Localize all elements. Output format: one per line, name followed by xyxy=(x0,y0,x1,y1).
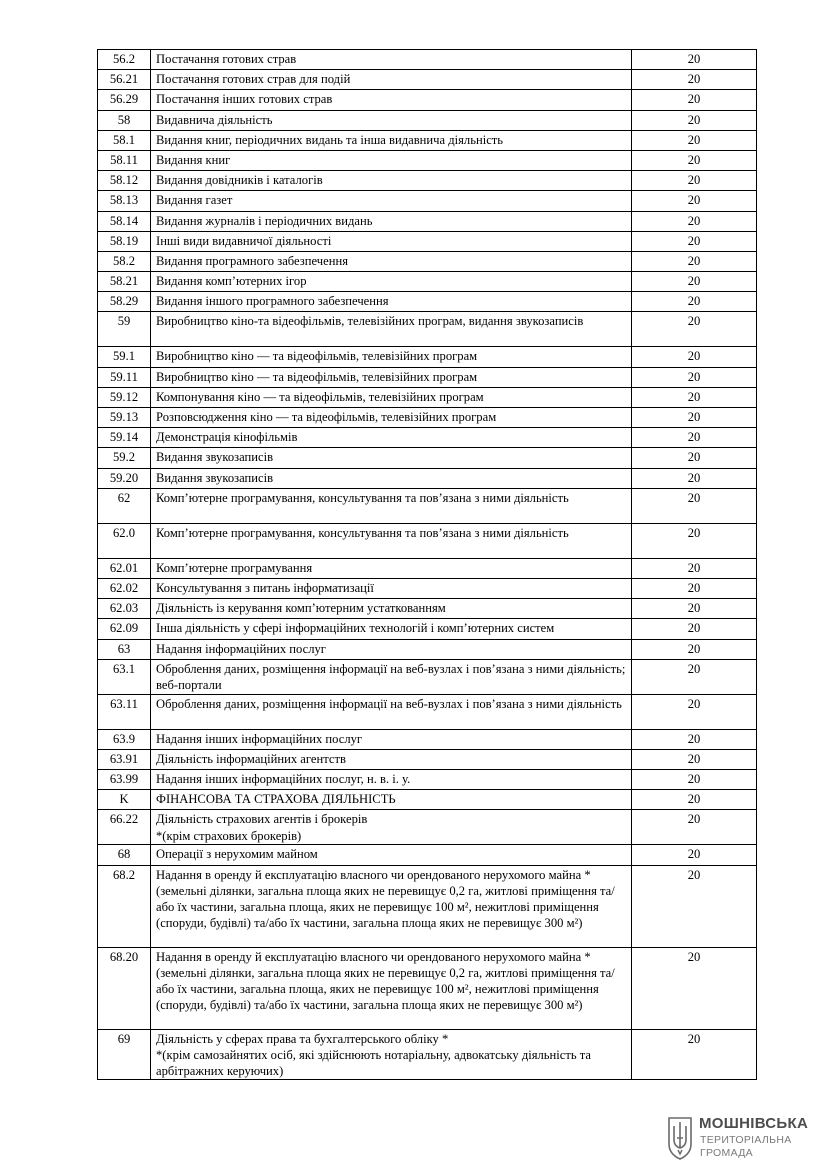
row-rate: 20 xyxy=(632,558,757,578)
table-row xyxy=(98,865,757,947)
row-code: 68.2 xyxy=(98,865,151,947)
table-row xyxy=(98,947,757,1029)
table-row xyxy=(98,619,757,639)
logo-subtitle: ТЕРИТОРІАЛЬНА xyxy=(700,1134,792,1146)
row-code: 63.99 xyxy=(98,770,151,790)
table-row xyxy=(98,749,757,769)
table-row xyxy=(98,639,757,659)
row-name: Компонування кіно — та відеофільмів, телевізійних програм xyxy=(151,387,632,407)
activity-rates-table xyxy=(97,49,757,1080)
row-rate: 20 xyxy=(632,211,757,231)
row-code: 63 xyxy=(98,639,151,659)
row-rate: 20 xyxy=(632,865,757,947)
row-code: 59.14 xyxy=(98,428,151,448)
table-row xyxy=(98,272,757,292)
row-code: 58.19 xyxy=(98,231,151,251)
row-code: 62 xyxy=(98,488,151,523)
row-rate: 20 xyxy=(632,790,757,810)
row-code: 59.20 xyxy=(98,468,151,488)
row-code: 56.2 xyxy=(98,50,151,70)
row-name: ФІНАНСОВА ТА СТРАХОВА ДІЯЛЬНІСТЬ xyxy=(151,790,632,810)
row-rate: 20 xyxy=(632,749,757,769)
row-rate: 20 xyxy=(632,110,757,130)
row-name: Операції з нерухомим майном xyxy=(151,845,632,865)
row-rate: 20 xyxy=(632,599,757,619)
row-code: 58.13 xyxy=(98,191,151,211)
row-name: Комп’ютерне програмування xyxy=(151,558,632,578)
table-row xyxy=(98,110,757,130)
table-row xyxy=(98,150,757,170)
row-rate: 20 xyxy=(632,810,757,845)
table-row xyxy=(98,387,757,407)
row-code: 58.11 xyxy=(98,150,151,170)
table-row xyxy=(98,428,757,448)
row-rate: 20 xyxy=(632,619,757,639)
row-code: 58.14 xyxy=(98,211,151,231)
row-name: Надання інформаційних послуг xyxy=(151,639,632,659)
row-name: Комп’ютерне програмування, консультування та пов’язана з ними діяльність xyxy=(151,488,632,523)
row-rate: 20 xyxy=(632,1029,757,1080)
row-rate: 20 xyxy=(632,130,757,150)
row-code: 58 xyxy=(98,110,151,130)
table-row xyxy=(98,408,757,428)
table-row xyxy=(98,312,757,347)
table-row xyxy=(98,729,757,749)
row-name: Надання в оренду й експлуатацію власного чи орендованого нерухомого майна * (земельні ділянки, загальна площа яких не перевищує 0,2 га, житлові приміщення та/або їх частини, загальна площа, яких не перевищує 100 м², нежитлові приміщення (споруди, будівлі) та/або їх частини, загальна площа яких не перевищує 300 м²) xyxy=(151,947,632,1029)
row-name: Розповсюдження кіно — та відеофільмів, телевізійних програм xyxy=(151,408,632,428)
row-name: Видання книг, періодичних видань та інша видавнича діяльність xyxy=(151,130,632,150)
row-name: Оброблення даних, розміщення інформації на веб-вузлах і пов’язана з ними діяльність xyxy=(151,694,632,729)
table-row xyxy=(98,171,757,191)
logo-title: МОШНІВСЬКА xyxy=(699,1115,809,1132)
row-code: 59.1 xyxy=(98,347,151,367)
row-name: Демонстрація кінофільмів xyxy=(151,428,632,448)
row-rate: 20 xyxy=(632,347,757,367)
table-row xyxy=(98,367,757,387)
row-rate: 20 xyxy=(632,488,757,523)
table-row xyxy=(98,468,757,488)
row-code: 58.2 xyxy=(98,251,151,271)
row-rate: 20 xyxy=(632,367,757,387)
row-name-note: *(крім самозайнятих осіб, які здійснюють нотаріальну, адвокатську діяльність та арбітражних керуючих) xyxy=(156,1047,592,1079)
table-row xyxy=(98,1029,757,1080)
row-code: 58.12 xyxy=(98,171,151,191)
table-row xyxy=(98,50,757,70)
row-rate: 20 xyxy=(632,251,757,271)
row-name: Видання журналів і періодичних видань xyxy=(151,211,632,231)
row-code: 68.20 xyxy=(98,947,151,1029)
row-name: Видання комп’ютерних ігор xyxy=(151,272,632,292)
row-code: 68 xyxy=(98,845,151,865)
row-code: 62.09 xyxy=(98,619,151,639)
row-name: Виробництво кіно — та відеофільмів, телевізійних програм xyxy=(151,367,632,387)
row-rate: 20 xyxy=(632,468,757,488)
row-rate: 20 xyxy=(632,171,757,191)
row-name: Постачання готових страв xyxy=(151,50,632,70)
row-name: Постачання інших готових страв xyxy=(151,90,632,110)
row-name: Надання інших інформаційних послуг, н. в. і. у. xyxy=(151,770,632,790)
row-rate: 20 xyxy=(632,272,757,292)
row-code: 58.21 xyxy=(98,272,151,292)
table-body xyxy=(98,50,757,1080)
table-row xyxy=(98,523,757,558)
table-row xyxy=(98,790,757,810)
row-name-line: Діяльність у сферах права та бухгалтерського обліку * xyxy=(156,1031,449,1046)
table-row xyxy=(98,448,757,468)
row-name-note: *(крім страхових брокерів) xyxy=(156,828,302,843)
row-rate: 20 xyxy=(632,770,757,790)
row-name-line: Діяльність страхових агентів і брокерів xyxy=(156,812,368,827)
row-name: Виробництво кіно-та відеофільмів, телевізійних програм, видання звукозаписів xyxy=(151,312,632,347)
row-code: 69 xyxy=(98,1029,151,1080)
row-rate: 20 xyxy=(632,578,757,598)
table-row xyxy=(98,694,757,729)
row-rate: 20 xyxy=(632,90,757,110)
table-row xyxy=(98,770,757,790)
row-code: 62.03 xyxy=(98,599,151,619)
row-rate: 20 xyxy=(632,523,757,558)
row-code: 56.29 xyxy=(98,90,151,110)
row-rate: 20 xyxy=(632,729,757,749)
row-rate: 20 xyxy=(632,191,757,211)
row-code: 58.1 xyxy=(98,130,151,150)
row-code: 63.91 xyxy=(98,749,151,769)
table-row xyxy=(98,845,757,865)
row-rate: 20 xyxy=(632,947,757,1029)
row-code: 62.0 xyxy=(98,523,151,558)
row-rate: 20 xyxy=(632,50,757,70)
row-code: 63.11 xyxy=(98,694,151,729)
row-rate: 20 xyxy=(632,387,757,407)
row-code: 66.22 xyxy=(98,810,151,845)
row-name: Інша діяльність у сфері інформаційних технологій і комп’ютерних систем xyxy=(151,619,632,639)
row-name: Оброблення даних, розміщення інформації на веб-вузлах і пов’язана з ними діяльність; веб-портали xyxy=(151,659,632,694)
row-name: Видання звукозаписів xyxy=(151,448,632,468)
row-code: 59.12 xyxy=(98,387,151,407)
row-code: 56.21 xyxy=(98,70,151,90)
table-row xyxy=(98,578,757,598)
row-rate: 20 xyxy=(632,659,757,694)
table-row xyxy=(98,70,757,90)
row-name: Видання програмного забезпечення xyxy=(151,251,632,271)
row-rate: 20 xyxy=(632,448,757,468)
row-name: Видання газет xyxy=(151,191,632,211)
row-name: Консультування з питань інформатизації xyxy=(151,578,632,598)
trident-icon xyxy=(667,1114,693,1160)
row-name: Видання іншого програмного забезпечення xyxy=(151,292,632,312)
table-row xyxy=(98,292,757,312)
row-name xyxy=(151,1029,632,1080)
table-row xyxy=(98,659,757,694)
row-code: 59.2 xyxy=(98,448,151,468)
table-row xyxy=(98,599,757,619)
row-rate: 20 xyxy=(632,231,757,251)
row-rate: 20 xyxy=(632,408,757,428)
row-name: Інші види видавничої діяльності xyxy=(151,231,632,251)
row-code: 62.01 xyxy=(98,558,151,578)
row-name: Постачання готових страв для подій xyxy=(151,70,632,90)
row-name: Видання довідників і каталогів xyxy=(151,171,632,191)
row-rate: 20 xyxy=(632,639,757,659)
table-row xyxy=(98,191,757,211)
row-code: 58.29 xyxy=(98,292,151,312)
row-rate: 20 xyxy=(632,292,757,312)
table-row xyxy=(98,251,757,271)
row-name: Комп’ютерне програмування, консультування та пов’язана з ними діяльність xyxy=(151,523,632,558)
row-rate: 20 xyxy=(632,428,757,448)
logo-subtitle-2: ГРОМАДА xyxy=(700,1147,753,1159)
row-name: Діяльність інформаційних агентств xyxy=(151,749,632,769)
row-name xyxy=(151,810,632,845)
row-name: Надання інших інформаційних послуг xyxy=(151,729,632,749)
row-name: Видання звукозаписів xyxy=(151,468,632,488)
table-row xyxy=(98,130,757,150)
row-name: Надання в оренду й експлуатацію власного чи орендованого нерухомого майна * (земельні ділянки, загальна площа яких не перевищує 0,2 га, житлові приміщення та/або їх частини, загальна площа, яких не перевищує 100 м², нежитлові приміщення (споруди, будівлі) та/або їх частини, загальна площа яких не перевищує 300 м²) xyxy=(151,865,632,947)
row-code: 59.11 xyxy=(98,367,151,387)
row-code: 59.13 xyxy=(98,408,151,428)
row-name: Видавнича діяльність xyxy=(151,110,632,130)
table-row xyxy=(98,810,757,845)
row-code: 59 xyxy=(98,312,151,347)
row-name: Видання книг xyxy=(151,150,632,170)
community-logo xyxy=(667,1114,809,1162)
row-code: 63.1 xyxy=(98,659,151,694)
table-row xyxy=(98,231,757,251)
table-row xyxy=(98,488,757,523)
table-row xyxy=(98,347,757,367)
row-name: Виробництво кіно — та відеофільмів, телевізійних програм xyxy=(151,347,632,367)
row-rate: 20 xyxy=(632,312,757,347)
row-rate: 20 xyxy=(632,694,757,729)
row-rate: 20 xyxy=(632,845,757,865)
row-code: K xyxy=(98,790,151,810)
row-rate: 20 xyxy=(632,70,757,90)
table-row xyxy=(98,211,757,231)
row-code: 63.9 xyxy=(98,729,151,749)
table-row xyxy=(98,558,757,578)
row-name: Діяльність із керування комп’ютерним устаткованням xyxy=(151,599,632,619)
row-rate: 20 xyxy=(632,150,757,170)
row-code: 62.02 xyxy=(98,578,151,598)
table-row xyxy=(98,90,757,110)
